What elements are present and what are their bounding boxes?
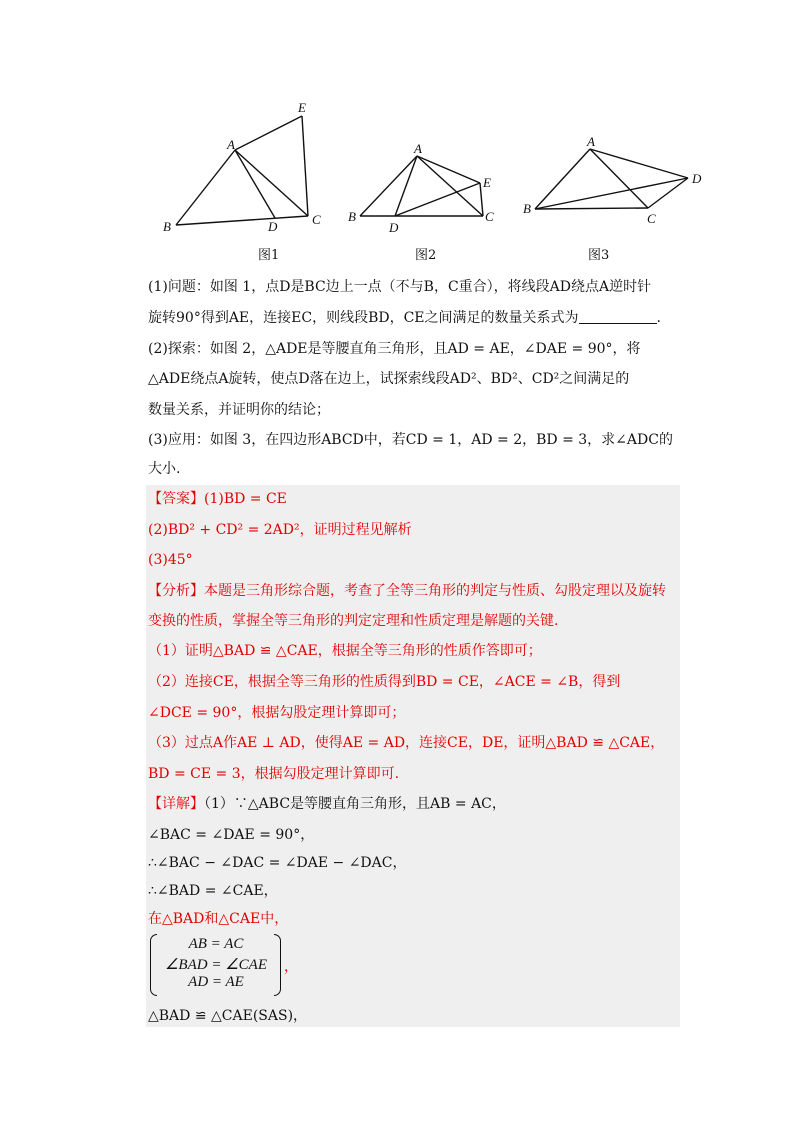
answer-blank [579,309,657,324]
figure-1-caption: 图1 [258,248,280,263]
solution-d2: ∠BAC = ∠DAE = 90°， [148,827,315,843]
fig2-label-d: D [389,220,399,235]
solution-d5: 在△BAD和△CAE中， [148,911,289,927]
figure-3-caption: 图3 [588,248,610,263]
analysis-p1: 本题是三角形综合题，考查了全等三角形的判定与性质、勾股定理以及旋转 [204,583,666,599]
system-row-3: AD = AE [188,974,244,990]
solution-d1: （1）∵△ABC是等腰直角三角形，且AB = AC， [204,796,506,812]
congruence-system [148,934,298,998]
question-line-5: 数量关系，并证明你的结论； [148,402,330,418]
solution-d4: ∴∠BAD = ∠CAE， [148,883,278,899]
fig1-label-a: A [227,137,235,152]
fig2-label-e: E [483,175,491,190]
fig2-label-b: B [348,209,356,224]
answer-tag: 【答案】 [148,491,204,507]
answer-line-1 [148,489,688,509]
analysis-step-1: （1）证明△BAD ≌ △CAE，根据全等三角形的性质作答即可； [148,643,542,659]
analysis-step-3a: （3）过点A作AE ⊥ AD，使得AE = AD，连接CE，DE，证明△BAD ≌ △CAE， [148,735,665,751]
solution-d6: △BAD ≌ △CAE(SAS)， [148,1008,308,1024]
analysis-step-2b: ∠DCE = 90°，根据勾股定理计算即可； [148,705,406,721]
figure-2 [345,140,505,235]
answer-3: (3)45° [148,552,193,568]
question-line-2-end: . [656,310,661,326]
fig3-label-a: A [587,134,595,149]
analysis-p2: 变换的性质，掌握全等三角形的判定定理和性质定理是解题的关键. [148,613,559,629]
answer-1: (1)BD = CE [204,491,287,507]
question-line-7: 大小. [148,461,181,477]
question-line-2 [148,308,688,328]
figure-1 [160,100,330,235]
question-line-2-text: 旋转90°得到AE，连接EC，则线段BD，CE之间满足的数量关系式为 [148,310,579,326]
analysis-step-2a: （2）连接CE，根据全等三角形的性质得到BD = CE，∠ACE = ∠B，得到 [148,674,621,690]
left-brace [150,934,157,996]
analysis-step-3b: BD = CE = 3，根据勾股定理计算即可. [148,766,400,782]
fig2-label-a: A [414,141,422,156]
fig3-label-d: D [692,171,702,186]
question-line-4: △ADE绕点A旋转，使点D落在边上，试探索线段AD²、BD²、CD²之间满足的 [148,371,630,387]
question-line-3: (2)探索：如图 2，△ADE是等腰直角三角形，且AD = AE，∠DAE = 90°，将 [148,341,641,357]
fig1-label-d: D [268,219,278,234]
fig2-label-c: C [485,209,494,224]
answer-2: (2)BD² + CD² = 2AD²，证明过程见解析 [148,522,412,538]
fig1-label-c: C [312,212,321,227]
system-comma: ， [284,959,298,975]
question-line-6: (3)应用：如图 3，在四边形ABCD中，若CD = 1，AD = 2，BD = 3，求∠ADC的 [148,432,673,448]
fig1-label-e: E [298,100,306,115]
figure-3 [520,135,710,230]
fig3-label-c: C [647,211,656,226]
question-line-1: (1)问题：如图 1，点D是BC边上一点（不与B，C重合），将线段AD绕点A逆时针 [148,279,652,295]
analysis-line-1 [148,581,688,601]
solution-tag: 【详解】 [148,796,204,812]
analysis-tag: 【分析】 [148,583,204,599]
fig1-label-b: B [163,219,171,234]
right-brace [274,934,281,996]
figure-2-caption: 图2 [415,248,437,263]
fig3-label-b: B [523,201,531,216]
system-row-2: ∠BAD = ∠CAE [164,957,267,973]
solution-d3: ∴∠BAC − ∠DAC = ∠DAE − ∠DAC， [148,855,407,871]
system-row-1: AB = AC [188,936,244,952]
solution-line-1 [148,794,688,814]
